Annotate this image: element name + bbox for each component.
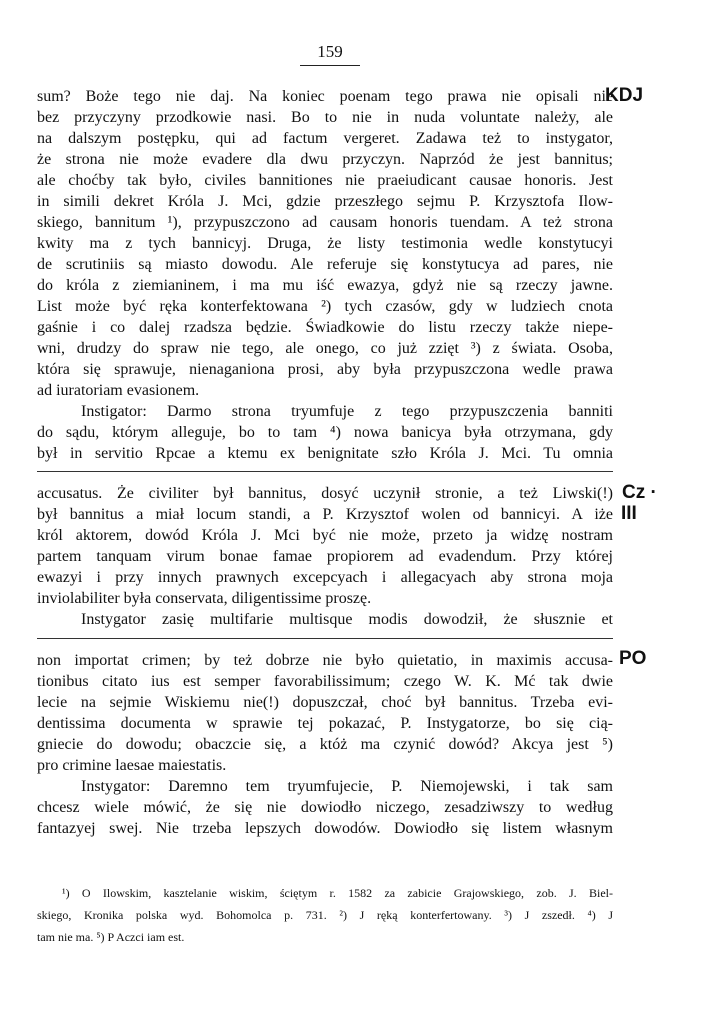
footnote-line: skiego, Kronika polska wyd. Bohomolca p. 731. ²) J ręką konterfertowany. ³) J zszedł. ⁴) J	[37, 908, 613, 922]
text-line: Instygator zasię multifarie multisque modis dowodził, że słusznie et	[81, 611, 613, 628]
text-line: sum? Boże tego nie daj. Na koniec poenam tego prawa nie opisali nie	[37, 88, 613, 105]
footnote-line: tam nie ma. ⁵) P Aczci iam est.	[37, 930, 185, 944]
text-line: dentissima documenta w sprawie tej pokazać, P. Instygatorze, bo się cią-	[37, 715, 613, 732]
text-line: do króla z ziemianinem, i ma mu iść ewazya, gdyż nie są rzeczy jawne.	[37, 277, 613, 294]
text-line: był in servitio Rpcae a ktemu ex benignitate szło Króla J. Mci. Tu omnia	[37, 445, 613, 462]
text-line: Instygator: Daremno tem tryumfujecie, P. Niemojewski, i tak sam	[81, 778, 613, 795]
margin-note-iii: III	[621, 503, 637, 524]
text-line: ad iuratoriam evasionem.	[37, 382, 200, 399]
text-line: partem tanquam virum bonae famae propiorem ad evadendum. Przy której	[37, 548, 613, 565]
text-line: pro crimine laesae maiestatis.	[37, 757, 227, 774]
text-line: ewazyi i przy innych prawnych excepcyach i allegacyach aby strona moja	[37, 569, 613, 586]
text-line: król aktorem, dowód Króla J. Mci być nie może, przeto ja widzę nostram	[37, 527, 613, 544]
text-line: która się sprawuje, nienaganiona prosi, aby była przypuszczona wedle prawa	[37, 361, 613, 378]
text-line: ale choćby tak było, civiles bannitiones nie praeiudicant causae honoris. Jest	[37, 172, 613, 189]
margin-note-kdj: KDJ	[605, 85, 644, 106]
text-line: lecie na sejmie Wiskiemu nie(!) dopuszczał, choć był bannitus. Trzeba evi-	[37, 694, 613, 711]
section-divider	[37, 471, 613, 472]
section-divider	[37, 638, 613, 639]
text-line: bez przyczyny przodkowie nasi. Bo to nie in nuda voluntate należy, ale	[37, 109, 613, 126]
text-line: List może być ręka konterfektowana ²) tych czasów, gdy w ludziech cnota	[37, 298, 613, 315]
footnote-line: ¹) O Ilowskim, kasztelanie wiskim, ściętym r. 1582 za zabicie Grajowskiego, zob. J. Biel-	[62, 886, 613, 900]
text-line: że strona nie może evadere dla dwu przyczyn. Naprzód że jest bannitus;	[37, 151, 613, 168]
page-number: 159	[317, 42, 343, 61]
text-line: kwity ma z tych bannicyj. Druga, że listy testimonia wedle konstytucyi	[37, 235, 613, 252]
text-line: Instigator: Darmo strona tryumfuje z tego przypuszczenia banniti	[81, 403, 613, 420]
text-line: de scrutiniis są miasto dowodu. Ale referuje się konstytucya ad pares, nie	[37, 256, 613, 273]
text-line: do sądu, którym alleguje, bo to tam ⁴) nowa banicya była otrzymana, gdy	[37, 424, 613, 441]
text-line: non importat crimen; by też dobrze nie było quietatio, in maximis accusa-	[37, 652, 613, 669]
margin-note-cz: Cz ·	[622, 482, 657, 503]
text-line: na dalszym postępku, qui ad factum vergeret. Zadawa też to instygator,	[37, 130, 613, 147]
text-line: wni, drudzy do spraw nie tego, ale onego, co już zzięt ³) z świata. Osoba,	[37, 340, 613, 357]
text-line: gaśnie i co dalej rzadsza będzie. Świadkowie do listu rzeczy także niepe-	[37, 319, 613, 336]
text-line: in simili dekret Króla J. Mci, gdzie przeszłego sejmu P. Krzysztofa Ilow-	[37, 193, 613, 210]
text-line: tionibus citato ius est semper favorabilissimum; czego W. K. Mć tak dwie	[37, 673, 613, 690]
text-line: chcesz wiele mówić, że się nie dowiodło niczego, zesadziwszy to według	[37, 799, 613, 816]
page-number-rule	[300, 65, 360, 66]
text-line: gniecie do dowodu; obaczcie się, a któż ma czynić dowód? Akcya jest ⁵)	[37, 736, 613, 753]
text-line: fantazyej swej. Nie trzeba lepszych dowodów. Dowiodło się listem własnym	[37, 820, 613, 837]
text-line: accusatus. Że civiliter był bannitus, dosyć uczynił stronie, a też Liwski(!)	[37, 485, 613, 502]
text-line: skiego, bannitum ¹), przypuszczono ad causam honoris tuendam. A też strona	[37, 214, 613, 231]
text-line: był bannitus a miał locum standi, a P. Krzysztof wolen od bannicyi. A iże	[37, 506, 613, 523]
text-line: inviolabiliter była conservata, diligentissime proszę.	[37, 590, 372, 607]
margin-note-po: PO	[619, 648, 647, 669]
